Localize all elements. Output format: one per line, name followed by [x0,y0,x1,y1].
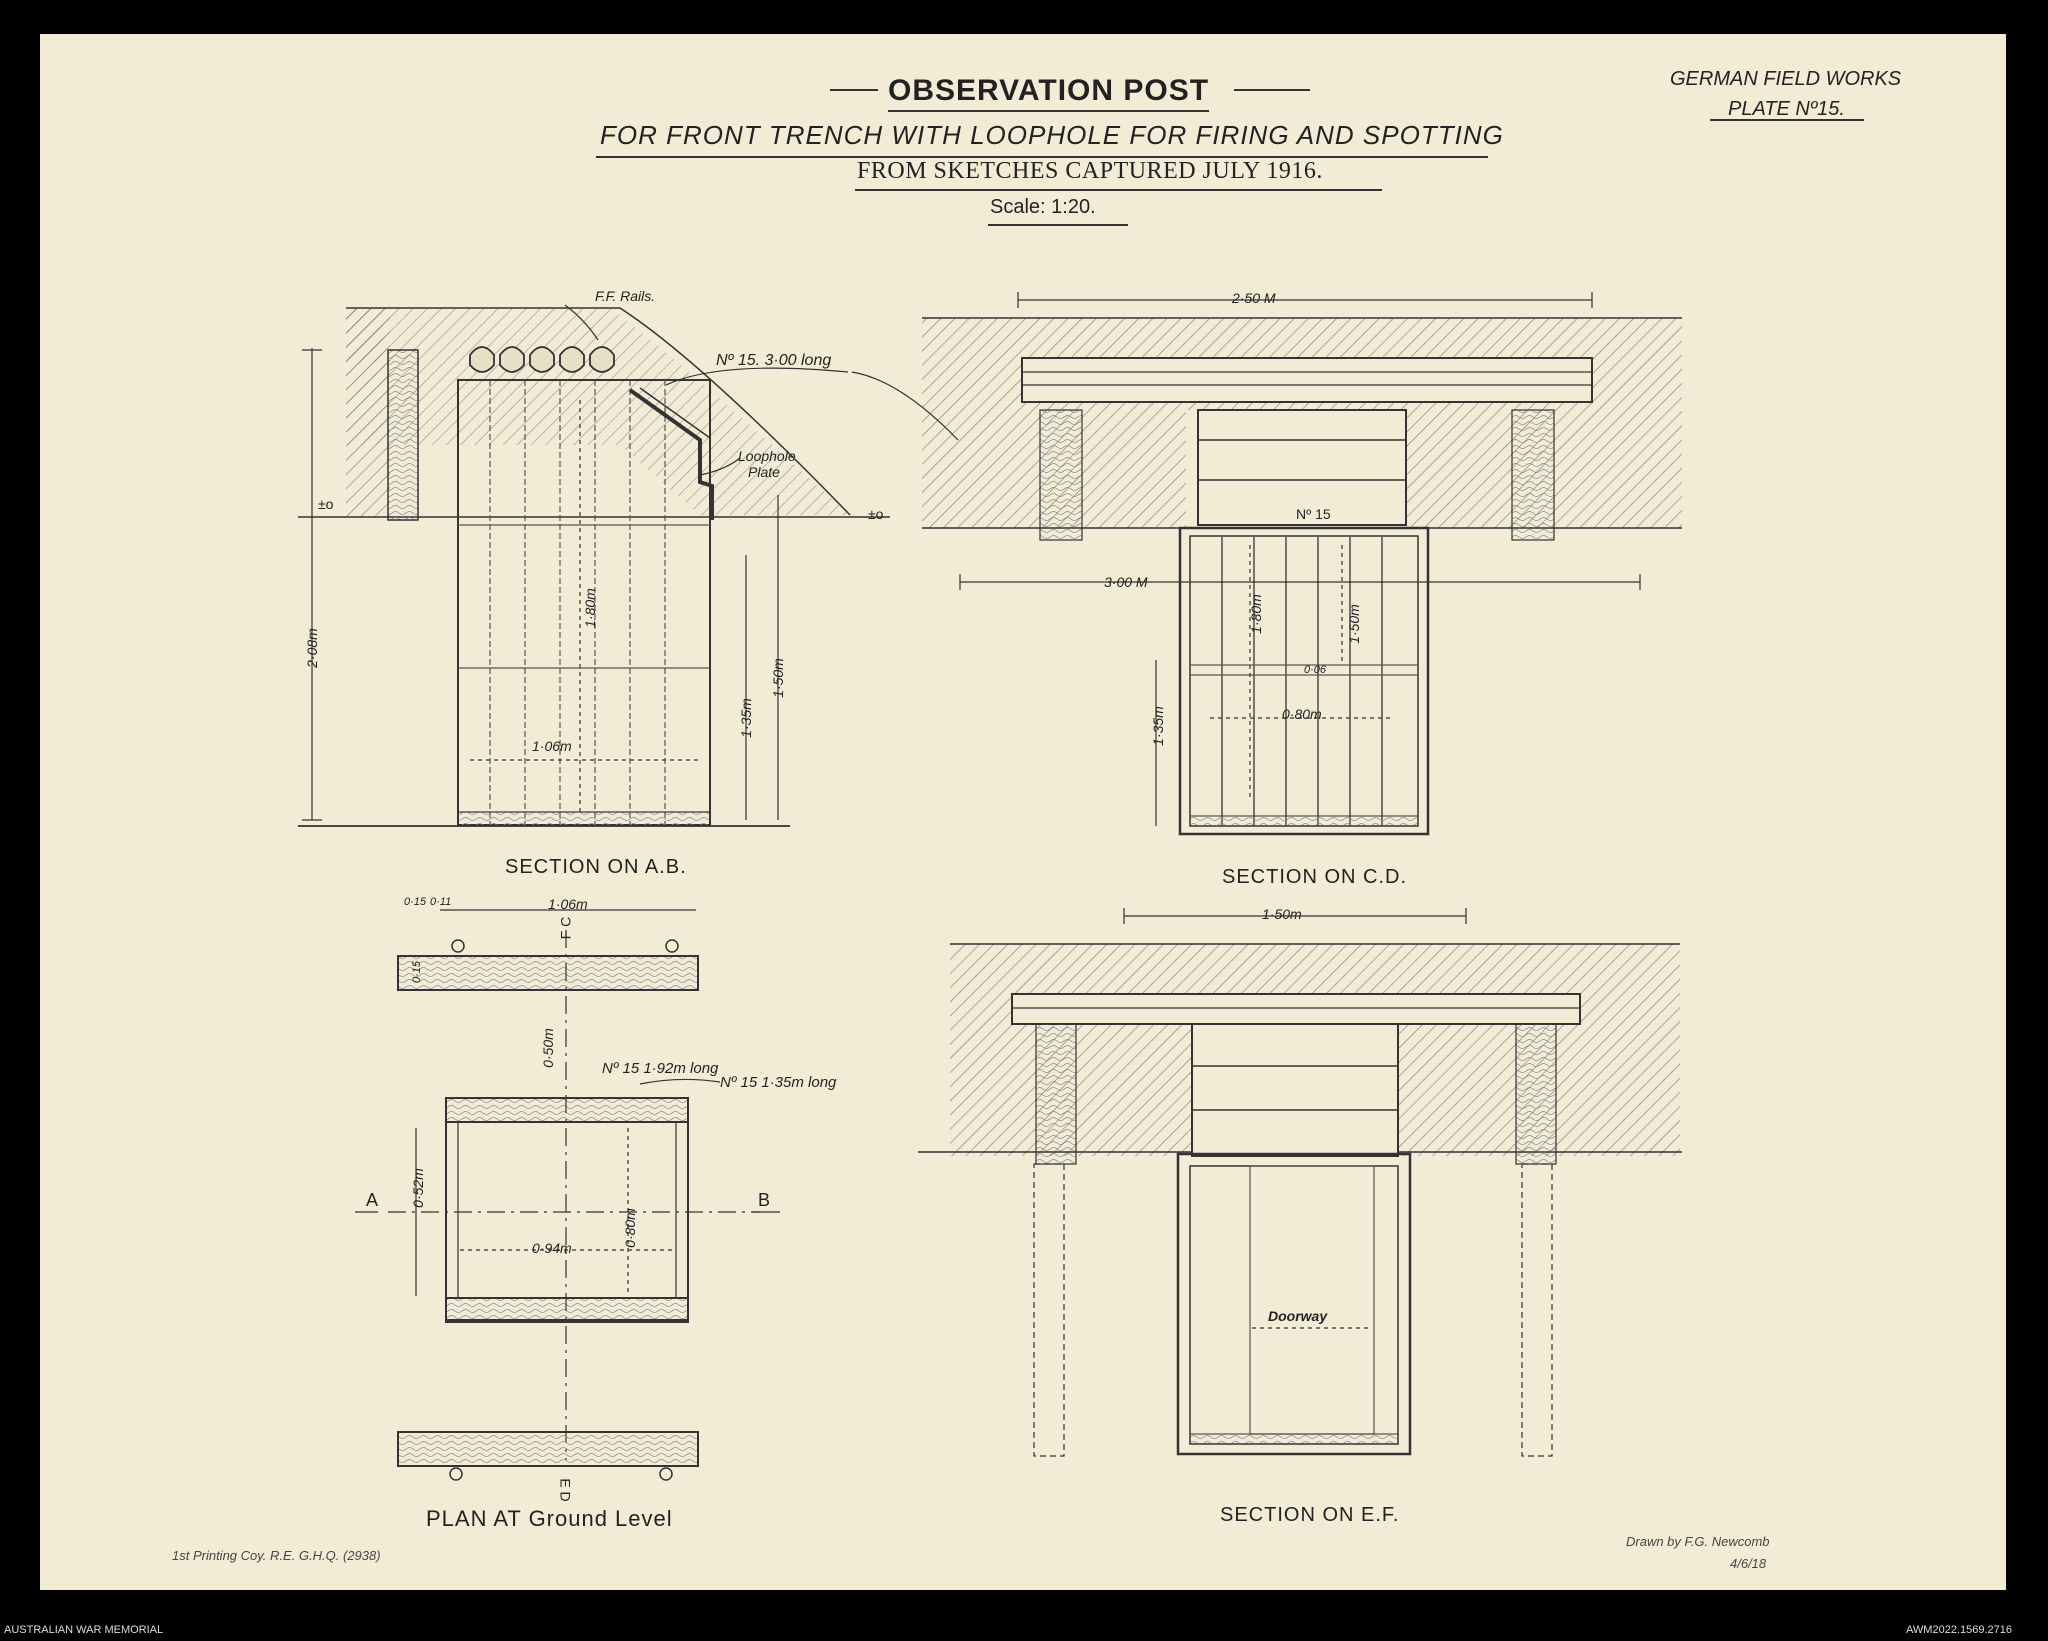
plan-beam: 0·15 [411,960,424,984]
plan-timber-b: Nº 15 1·35m long [720,1074,837,1091]
cd-width-ground: 3·00 M [1104,574,1148,590]
ef-doorway-label: Doorway [1268,1308,1328,1324]
ab-ground-right: ±o [868,506,884,522]
drawing-source: FROM SKETCHES CAPTURED JULY 1916. [857,158,1323,184]
drawing-title: OBSERVATION POST [888,74,1209,112]
plan-side-b: B [758,1190,771,1210]
cd-gap: 0·06 [1304,664,1327,676]
ab-depth-total: 2·08m [303,628,320,668]
plan-offset-a: 0·15 [404,896,427,908]
cd-width-top: 2·50 M [1232,290,1276,306]
ab-width: 1·06m [532,738,572,754]
ab-rails-label: F.F. Rails. [595,288,656,304]
ab-depth-a: 1·35m [737,698,754,738]
ab-plate-label: Plate [748,464,780,480]
ab-loophole-label: Loophole [738,448,796,464]
plan-side-a: A [366,1190,379,1210]
section-ef-caption: SECTION ON E.F. [1220,1504,1400,1526]
ef-width-top: 1·50m [1262,906,1302,922]
plan-spacing: 0·50m [539,1028,556,1068]
plan-caption: PLAN AT Ground Level [426,1506,673,1531]
plan-depth: 0·52m [409,1168,426,1208]
plate-series: GERMAN FIELD WORKS [1670,68,1902,90]
ab-timber-label: Nº 15. 3·00 long [716,352,832,369]
plan-offset-b: 0·11 [430,896,452,908]
section-cd-drawing [852,292,1682,834]
drawn-date: 4/6/18 [1730,1556,1767,1571]
plan-mark-top: F C [557,916,574,940]
plan-width: 1·06m [548,896,588,912]
cd-height-b: 1·50m [1345,604,1362,644]
ab-ground-left: ±o [318,496,334,512]
section-ab-caption: SECTION ON A.B. [505,856,687,878]
section-ab-drawing [298,305,890,826]
plate-number: PLATE Nº15. [1728,98,1845,120]
cd-depth: 1·35m [1149,706,1166,746]
archive-name: AUSTRALIAN WAR MEMORIAL [4,1624,164,1636]
ab-depth-b: 1·50m [769,658,786,698]
ab-height-inner: 1·80m [581,588,598,628]
printing-credit: 1st Printing Coy. R.E. G.H.Q. (2938) [172,1548,381,1563]
cd-height-inner: 1·80m [1247,594,1264,634]
section-cd-caption: SECTION ON C.D. [1222,866,1408,888]
drawn-by-credit: Drawn by F.G. Newcomb [1626,1534,1770,1549]
plan-inner-width: 0·94m [532,1240,572,1256]
cd-timber-label: Nº 15 [1296,506,1331,522]
section-ef-drawing [918,908,1682,1456]
drawing-scale: Scale: 1:20. [990,196,1096,218]
archive-id: AWM2022.1569.2716 [1906,1624,2012,1636]
plan-inner-depth: 0·80m [621,1208,638,1248]
drawing-subtitle: FOR FRONT TRENCH WITH LOOPHOLE FOR FIRING AND SPOTTING [600,120,1504,150]
cd-width-inner: 0·80m [1282,706,1322,722]
plan-timber-a: Nº 15 1·92m long [602,1060,719,1077]
plan-mark-bottom: E D [557,1478,574,1502]
